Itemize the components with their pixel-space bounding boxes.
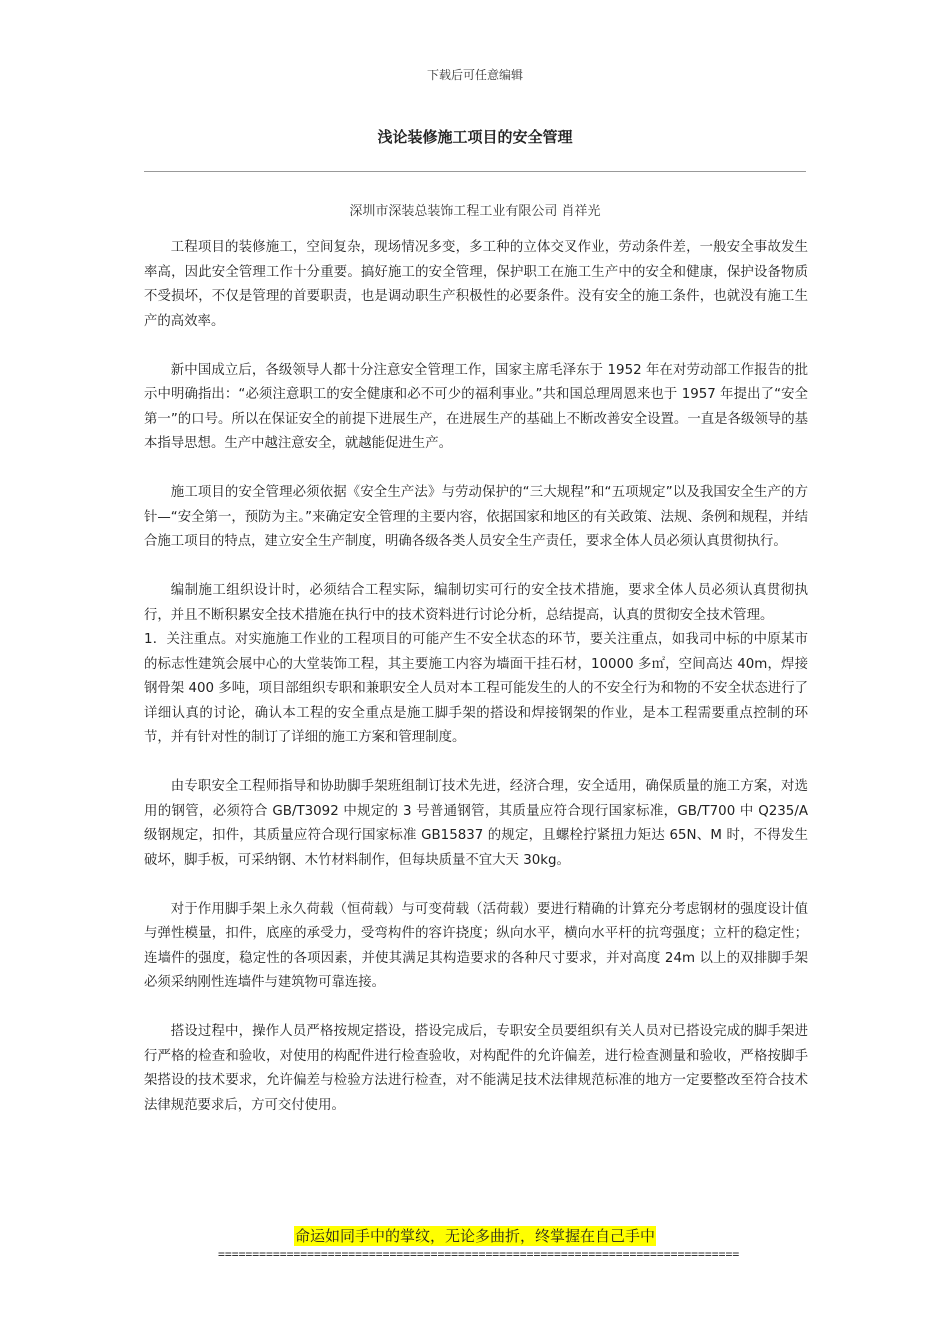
paragraph-history: 新中国成立后，各级领导人都十分注意安全管理工作，国家主席毛泽东于 1952 年在对劳动部工作报告的批示中明确指出：“必须注意职工的安全健康和必不可少的福利事业。”共和国总理周恩来也于 1957 年提出了“安全第一”的口号。所以在保证安全的前提下进展生产，在进展生产的基础上不断改善安全设置。一直是各级领导的基本指导思想。生产中越注意安全，就越能促进生产。 (144, 362, 808, 451)
paragraph-organization-design: 编制施工组织设计时，必须结合工程实际，编制切实可行的安全技术措施，要求全体人员必须认真贯彻执行，并且不断积累安全技术措施在执行中的技术资料进行讨论分析，总结提高，认真的贯彻安全技术管理。 (144, 583, 808, 623)
paragraph-intro: 工程项目的装修施工，空间复杂，现场情况多变，多工种的立体交叉作业，劳动条件差，一般安全事故发生率高，因此安全管理工作十分重要。搞好施工的安全管理，保护职工在施工生产中的安全和健康，保护设备物质不受损坏，不仅是管理的首要职责，也是调动职生产积极性的必要条件。没有安全的施工条件，也就没有施工生产的高效率。 (144, 240, 808, 329)
paragraph-basis: 施工项目的安全管理必须依据《安全生产法》与劳动保护的“三大规程”和“五项规定”以及我国安全生产的方针—“安全第一，预防为主。”来确定安全管理的主要内容，依据国家和地区的有关政策、法规、条例和规程，并结合施工项目的特点，建立安全生产制度，明确各级各类人员安全生产责任，要求全体人员必须认真贯彻执行。 (144, 485, 808, 549)
paragraph-key-focus: 1．关注重点。对实施施工作业的工程项目的可能产生不安全状态的环节，要关注重点，如我司中标的中原某市的标志性建筑会展中心的大堂装饰工程，其主要施工内容为墙面干挂石材，10000 多㎡，空间高达 40m，焊接钢骨架 400 多吨，项目部组织专职和兼职安全人员对本工程可能发生的人的不安全行为和物的不安全状态进行了详细认真的讨论，确认本工程的安全重点是施工脚手架的搭设和焊接钢架的作业，是本工程需要重点控制的环节，并有针对性的制订了详细的施工方案和管理制度。 (144, 632, 808, 745)
paragraph-inspection: 搭设过程中，操作人员严格按规定搭设，搭设完成后，专职安全员要组织有关人员对已搭设完成的脚手架进行严格的检查和验收，对使用的构配件进行检查验收，对构配件的允许偏差，进行检查测量和验收，严格按脚手架搭设的技术要求，允许偏差与检验方法进行检查，对不能满足技术法律规范标准的地方一定要整改至符合技术法律规范要求后，方可交付使用。 (144, 1024, 808, 1113)
paragraph-scaffold-plan: 由专职安全工程师指导和协助脚手架班组制订技术先进，经济合理，安全适用，确保质量的施工方案，对选用的钢管，必须符合 GB/T3092 中规定的 3 号普通钢管，其质量应符合现行国家标准，GB/T700 中 Q235/A 级钢规定，扣件，其质量应符合现行国家标准 GB15837 的规定，且螺栓拧紧扭力矩达 65N、M 时，不得发生破坏，脚手板，可采纳钢、木竹材料制作，但每块质量不宜大天 30kg。 (144, 779, 808, 868)
footer-banner (0, 1226, 950, 1246)
footer-banner-text: 命运如同手中的掌纹，无论多曲折，终掌握在自己手中 (294, 1227, 655, 1245)
footer-divider: ============================================================================ (218, 1247, 740, 1261)
author-line: 深圳市深装总装饰工程工业有限公司 肖祥光 (349, 204, 601, 219)
document-body (144, 236, 808, 1118)
paragraph-load-calculation: 对于作用脚手架上永久荷载（恒荷载）与可变荷载（活荷载）要进行精确的计算充分考虑钢材的强度设计值与弹性模量，扣件，底座的承受力，受弯构件的容许挠度；纵向水平，横向水平杆的抗弯强度；立杆的稳定性；连墙件的强度，稳定性的各项因素，并使其满足其构造要求的各种尺寸要求，并对高度 24m 以上的双排脚手架必须采纳刚性连墙件与建筑物可靠连接。 (144, 901, 808, 990)
header-note: 下载后可任意编辑 (426, 68, 523, 82)
title-divider (144, 171, 806, 172)
document-title: 浅论装修施工项目的安全管理 (377, 128, 573, 146)
